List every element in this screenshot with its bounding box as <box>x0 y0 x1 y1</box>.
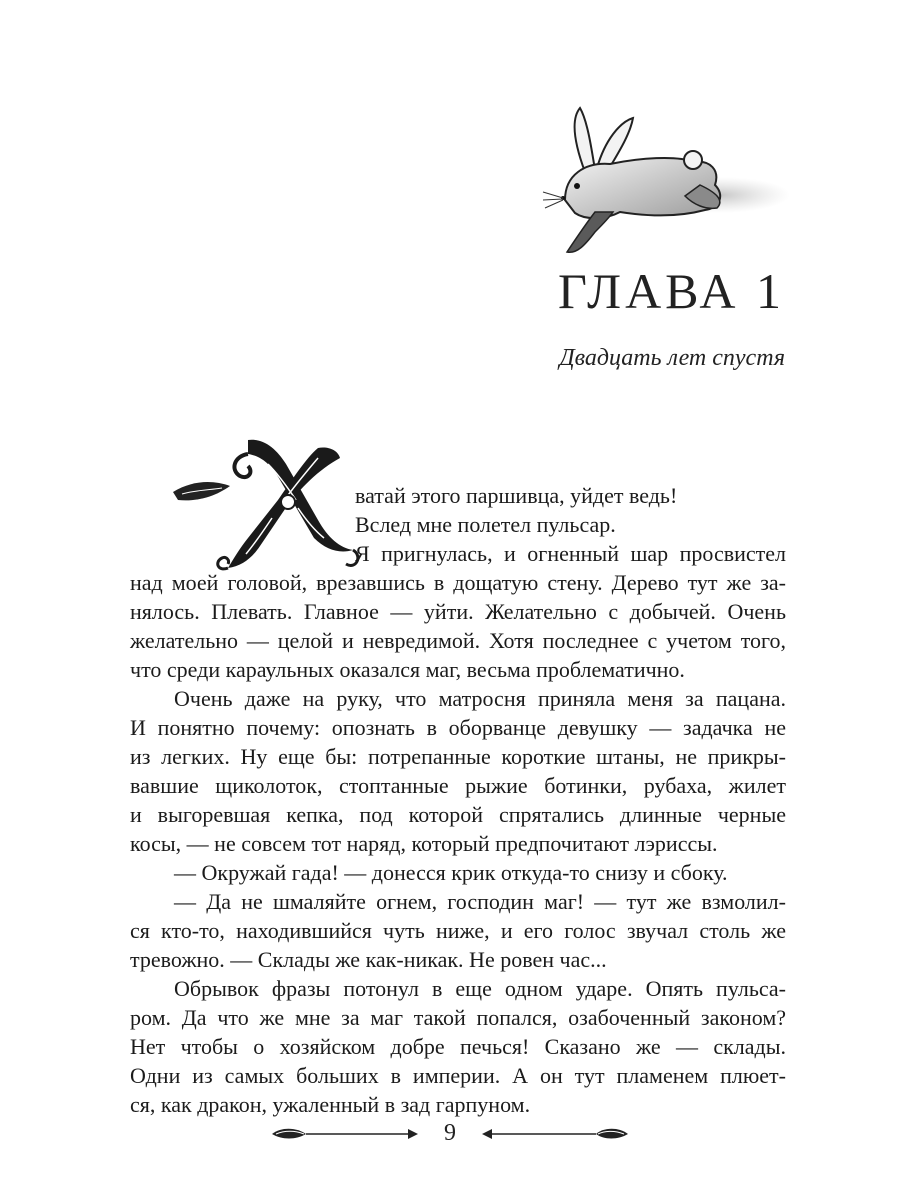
text-line: Очень даже на руку, что матросня приняла меня за пацана. <box>174 686 786 711</box>
text-line: вавшие щиколоток, стоптанные рыжие ботинки, рубаха, жилет <box>130 773 786 798</box>
text-line: Вслед мне полетел пульсар. <box>355 512 616 537</box>
chapter-subtitle: Двадцать лет спустя <box>559 345 785 371</box>
right-quill-arrow-icon <box>482 1129 628 1139</box>
text-line: косы, — не совсем тот наряд, который предпочитают лэриссы. <box>130 831 718 856</box>
text-line: Нет чтобы о хозяйском добре печься! Сказано же — склады. <box>130 1034 786 1059</box>
text-line: — Да не шмаляйте огнем, господин маг! — тут же взмолил- <box>174 889 786 914</box>
text-line: ром. Да что же мне за маг такой попался, озабоченный законом? <box>130 1005 786 1030</box>
text-line: что среди караульных оказался маг, весьма проблематично. <box>130 657 685 682</box>
text-line: над моей головой, врезавшись в дощатую стену. Дерево тут же за- <box>130 570 786 595</box>
text-line: Одни из самых больших в империи. А он тут пламенем плюет- <box>130 1063 786 1088</box>
text-line: ся, как дракон, ужаленный в зад гарпуном. <box>130 1092 531 1117</box>
text-line: тревожно. — Склады же как-никак. Не ровен час... <box>130 947 607 972</box>
page-number: 9 <box>444 1120 456 1146</box>
text-line: и выгоревшая кепка, под которой спрятались длинные черные <box>130 802 786 827</box>
body-text <box>130 481 786 1119</box>
text-line: И понятно почему: опознать в оборванце девушку — задачка не <box>130 715 786 740</box>
text-line: Обрывок фразы потонул в еще одном ударе. Опять пульса- <box>174 976 786 1001</box>
left-quill-arrow-icon <box>272 1129 418 1139</box>
text-line: нялось. Плевать. Главное — уйти. Желательно с добычей. Очень <box>130 599 786 624</box>
chapter-title: ГЛАВА 1 <box>558 263 785 319</box>
text-line: желательно — целой и невредимой. Хотя последнее с учетом того, <box>130 628 786 653</box>
text-line: ватай этого паршивца, уйдет ведь! <box>355 483 678 508</box>
text-line: из легких. Ну еще бы: потрепанные короткие штаны, не прикры- <box>130 744 786 769</box>
text-line: Я пригнулась, и огненный шар просвистел <box>355 541 786 566</box>
rabbit-illustration-icon <box>525 100 795 270</box>
text-line: — Окружай гада! — донесся крик откуда-то снизу и сбоку. <box>174 860 728 885</box>
text-line: ся кто-то, находившийся чуть ниже, и его голос звучал столь же <box>130 918 786 943</box>
